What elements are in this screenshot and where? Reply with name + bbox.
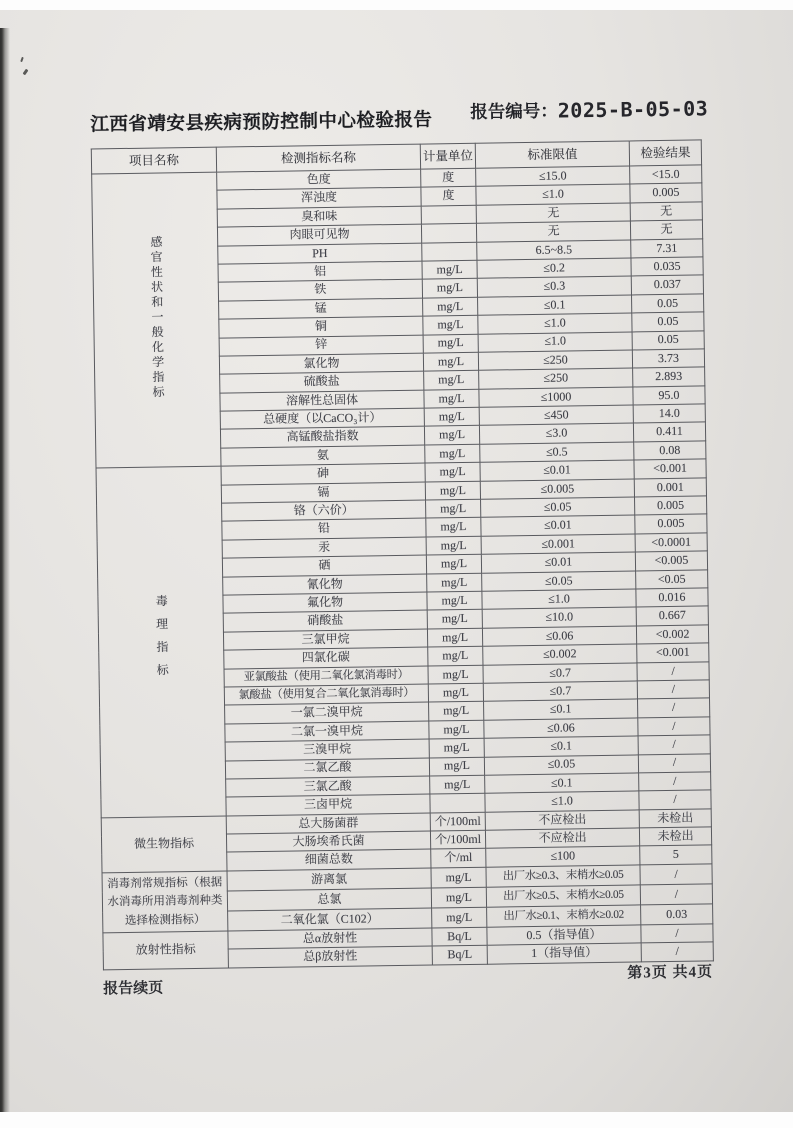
- indicator-cell: 浑浊度: [217, 187, 421, 208]
- indicator-cell: 氰化物: [223, 574, 427, 595]
- header-cell: 检测指标名称: [216, 144, 420, 172]
- limit-cell: 6.5~8.5: [477, 240, 631, 261]
- section-cell: [101, 816, 227, 873]
- limit-cell: ≤0.2: [477, 258, 631, 279]
- indicator-cell: 总α放射性: [228, 928, 432, 949]
- limit-cell: ≤0.06: [482, 626, 636, 647]
- indicator-cell: 肉眼可见物: [217, 224, 421, 245]
- limit-cell: ≤0.05: [482, 571, 636, 592]
- indicator-cell: 铬（六价）: [222, 500, 426, 521]
- unit-cell: mg/L: [424, 371, 479, 390]
- result-cell: 0.05: [632, 330, 704, 349]
- indicator-cell: 总氯: [227, 888, 431, 911]
- result-cell: <0.001: [637, 643, 709, 662]
- unit-cell: mg/L: [429, 702, 484, 721]
- limit-cell: ≤0.3: [477, 276, 631, 297]
- unit-cell: mg/L: [432, 907, 487, 928]
- unit-cell: mg/L: [423, 352, 478, 371]
- unit-cell: mg/L: [430, 775, 485, 794]
- result-cell: 无: [630, 220, 702, 239]
- limit-cell: ≤0.005: [480, 479, 634, 500]
- section-label: 消毒剂常规指标（根据水消毒所用消毒剂种类选择检测指标）: [107, 876, 223, 927]
- limit-cell: 出厂水≥0.3、末梢水≥0.05: [486, 865, 640, 887]
- result-cell: 3.73: [632, 349, 704, 368]
- limit-cell: ≤0.1: [485, 773, 639, 794]
- unit-cell: 个/100ml: [430, 830, 485, 849]
- result-cell: 0.005: [635, 496, 707, 515]
- report-number-label: 报告编号：: [470, 100, 558, 122]
- indicator-cell: 二氯一溴甲烷: [225, 721, 429, 742]
- limit-cell: 出厂水≥0.5、末梢水≥0.05: [486, 885, 640, 907]
- result-cell: 14.0: [633, 404, 705, 423]
- result-cell: <15.0: [630, 165, 702, 184]
- indicator-cell: 铁: [218, 279, 422, 300]
- section-label: 微生物指标: [133, 836, 195, 851]
- result-cell: 0.03: [641, 904, 713, 925]
- limit-cell: ≤100: [486, 846, 640, 867]
- result-cell: 0.001: [634, 478, 706, 497]
- indicator-cell: 铝: [218, 261, 422, 282]
- limit-cell: 无: [476, 221, 630, 242]
- limit-cell: ≤250: [478, 350, 632, 371]
- indicator-cell: 高锰酸盐指数: [220, 427, 424, 448]
- header-cell: 标准限值: [475, 141, 629, 168]
- unit-cell: mg/L: [427, 573, 482, 592]
- result-cell: /: [641, 942, 713, 961]
- indicator-cell: 氯化物: [219, 353, 423, 374]
- result-cell: 0.035: [631, 257, 703, 276]
- result-cell: 无: [630, 202, 702, 221]
- report-number-value: 2025-B-05-03: [557, 96, 709, 123]
- section-label: 毒理指标: [154, 594, 170, 687]
- unit-cell: mg/L: [426, 499, 481, 518]
- indicator-cell: 锌: [219, 335, 423, 356]
- limit-cell: ≤0.01: [481, 552, 635, 573]
- result-cell: 0.016: [636, 588, 708, 607]
- indicator-cell: 氨: [221, 445, 425, 466]
- indicator-cell: 三溴甲烷: [225, 739, 429, 760]
- unit-cell: mg/L: [428, 665, 483, 684]
- limit-cell: 无: [476, 203, 630, 224]
- result-cell: /: [637, 680, 709, 699]
- result-cell: 0.005: [630, 183, 702, 202]
- footer-page-number: 第3页 共4页: [627, 964, 714, 982]
- result-cell: 0.411: [633, 422, 705, 441]
- limit-cell: ≤0.1: [484, 699, 638, 720]
- result-cell: /: [640, 864, 712, 885]
- unit-cell: [430, 793, 485, 812]
- indicator-cell: 铜: [219, 316, 423, 337]
- indicator-cell: 大肠埃希氏菌: [226, 831, 430, 852]
- result-cell: /: [638, 698, 710, 717]
- indicator-cell: 溶解性总固体: [220, 390, 424, 411]
- footer-continued-label: 报告续页: [103, 980, 164, 998]
- limit-cell: ≤1.0: [476, 184, 630, 205]
- report-sheet: [0, 4, 793, 1128]
- limit-cell: ≤0.05: [481, 497, 635, 518]
- unit-cell: 度: [421, 168, 476, 187]
- result-cell: 2.893: [633, 367, 705, 386]
- unit-cell: mg/L: [428, 683, 483, 702]
- indicator-cell: 铅: [222, 518, 426, 539]
- unit-cell: 个/100ml: [430, 812, 485, 831]
- result-cell: /: [641, 924, 713, 943]
- unit-cell: mg/L: [425, 481, 480, 500]
- section-label: 感官性状和一般化学指标: [148, 235, 166, 402]
- unit-cell: mg/L: [425, 444, 480, 463]
- limit-cell: 不应检出: [485, 828, 639, 849]
- unit-cell: [422, 242, 477, 261]
- result-cell: /: [640, 884, 712, 905]
- limit-cell: ≤0.1: [484, 736, 638, 757]
- limit-cell: ≤0.7: [483, 681, 637, 702]
- result-cell: /: [639, 772, 711, 791]
- section-cell: [96, 466, 226, 817]
- indicator-cell: 游离氯: [227, 868, 431, 891]
- report-number: [470, 95, 708, 124]
- result-cell: /: [638, 735, 710, 754]
- result-cell: 7.31: [631, 238, 703, 257]
- limit-cell: ≤250: [479, 368, 633, 389]
- unit-cell: mg/L: [423, 297, 478, 316]
- limit-cell: ≤0.7: [483, 662, 637, 683]
- limit-cell: ≤0.002: [483, 644, 637, 665]
- indicator-cell: 汞: [222, 537, 426, 558]
- header-cell: 计量单位: [420, 143, 475, 169]
- limit-cell: ≤0.06: [484, 718, 638, 739]
- indicator-cell: 氯酸盐（使用复合二氧化氯消毒时）: [224, 684, 428, 705]
- result-cell: 0.037: [631, 275, 703, 294]
- table-body: [92, 165, 714, 970]
- result-cell: 0.05: [632, 312, 704, 331]
- unit-cell: mg/L: [427, 591, 482, 610]
- indicator-cell: 镉: [221, 482, 425, 503]
- result-cell: /: [638, 753, 710, 772]
- indicator-cell: 臭和味: [217, 206, 421, 227]
- limit-cell: ≤0.5: [480, 442, 634, 463]
- unit-cell: mg/L: [431, 867, 486, 888]
- indicator-cell: 二氧化氯（C102）: [228, 908, 432, 931]
- unit-cell: [421, 205, 476, 224]
- result-cell: 0.05: [632, 294, 704, 313]
- result-cell: 5: [640, 845, 712, 864]
- indicator-cell: 三氯乙酸: [226, 776, 430, 797]
- limit-cell: ≤1.0: [482, 589, 636, 610]
- report-title: 江西省靖安县疾病预防控制中心检验报告: [90, 110, 433, 136]
- indicator-cell: 硫酸盐: [220, 371, 424, 392]
- limit-cell: ≤1.0: [478, 331, 632, 352]
- indicator-cell: 四氯化碳: [224, 647, 428, 668]
- unit-cell: Bq/L: [432, 946, 487, 965]
- unit-cell: mg/L: [423, 334, 478, 353]
- result-cell: <0.05: [636, 569, 708, 588]
- indicator-cell: 亚氯酸盐（使用二氧化氯消毒时）: [224, 666, 428, 687]
- scanned-page-photo: [0, 10, 793, 1112]
- section-cell: [103, 931, 229, 970]
- result-cell: /: [639, 790, 711, 809]
- limit-cell: 0.5（指导值）: [487, 925, 641, 946]
- unit-cell: mg/L: [425, 463, 480, 482]
- unit-cell: mg/L: [427, 628, 482, 647]
- result-cell: 0.08: [634, 441, 706, 460]
- section-label: 放射性指标: [135, 942, 196, 958]
- indicator-cell: 三氯甲烷: [223, 629, 427, 650]
- limit-cell: ≤0.05: [484, 754, 638, 775]
- result-cell: <0.0001: [635, 533, 707, 552]
- indicator-cell: 总硬度（以CaCO₃计）: [220, 408, 424, 429]
- indicator-cell: 氟化物: [223, 592, 427, 613]
- limit-cell: ≤1.0: [485, 791, 639, 812]
- unit-cell: 个/ml: [431, 849, 486, 868]
- limit-cell: ≤0.1: [478, 295, 632, 316]
- unit-cell: mg/L: [423, 315, 478, 334]
- limit-cell: ≤0.01: [481, 515, 635, 536]
- limit-cell: ≤450: [479, 405, 633, 426]
- unit-cell: mg/L: [429, 720, 484, 739]
- unit-cell: mg/L: [424, 426, 479, 445]
- limit-cell: ≤10.0: [482, 607, 636, 628]
- indicator-cell: 砷: [221, 463, 425, 484]
- unit-cell: mg/L: [426, 518, 481, 537]
- result-cell: <0.001: [634, 459, 706, 478]
- limit-cell: ≤3.0: [479, 423, 633, 444]
- result-cell: 0.005: [635, 514, 707, 533]
- indicator-cell: 三卤甲烷: [226, 794, 430, 815]
- section-cell: [92, 172, 221, 468]
- unit-cell: mg/L: [428, 646, 483, 665]
- result-cell: <0.002: [636, 625, 708, 644]
- indicator-cell: 总大肠菌群: [226, 813, 430, 834]
- result-cell: 95.0: [633, 386, 705, 405]
- unit-cell: mg/L: [426, 554, 481, 573]
- limit-cell: 不应检出: [485, 810, 639, 831]
- unit-cell: mg/L: [429, 757, 484, 776]
- unit-cell: mg/L: [427, 610, 482, 629]
- limit-cell: ≤15.0: [476, 166, 630, 187]
- indicator-cell: 细菌总数: [227, 849, 431, 870]
- indicator-cell: 硒: [222, 555, 426, 576]
- limit-cell: ≤0.001: [481, 534, 635, 555]
- unit-cell: mg/L: [429, 738, 484, 757]
- limit-cell: 1（指导值）: [487, 943, 641, 964]
- header-cell: 检验结果: [629, 140, 701, 166]
- indicator-cell: PH: [218, 243, 422, 264]
- header-cell: 项目名称: [91, 147, 216, 174]
- result-cell: 未检出: [639, 827, 711, 846]
- section-cell: [102, 871, 228, 933]
- indicator-cell: 二氯乙酸: [225, 758, 429, 779]
- result-cell: <0.005: [635, 551, 707, 570]
- result-cell: 0.667: [636, 606, 708, 625]
- limit-cell: ≤0.01: [480, 460, 634, 481]
- unit-cell: mg/L: [424, 407, 479, 426]
- indicator-cell: 色度: [217, 169, 421, 190]
- unit-cell: Bq/L: [432, 927, 487, 946]
- unit-cell: [421, 223, 476, 242]
- unit-cell: mg/L: [426, 536, 481, 555]
- limit-cell: 出厂水≥0.1、末梢水≥0.02: [487, 905, 641, 927]
- unit-cell: 度: [421, 187, 476, 206]
- indicator-cell: 锰: [219, 298, 423, 319]
- unit-cell: mg/L: [424, 389, 479, 408]
- unit-cell: mg/L: [422, 260, 477, 279]
- limit-cell: ≤1.0: [478, 313, 632, 334]
- unit-cell: mg/L: [422, 279, 477, 298]
- indicator-cell: 总β放射性: [228, 946, 432, 967]
- result-cell: 未检出: [639, 809, 711, 828]
- limit-cell: ≤1000: [479, 387, 633, 408]
- unit-cell: mg/L: [431, 887, 486, 908]
- result-cell: /: [638, 717, 710, 736]
- result-cell: /: [637, 661, 709, 680]
- indicator-cell: 一氯二溴甲烷: [225, 702, 429, 723]
- indicator-cell: 硝酸盐: [223, 610, 427, 631]
- report-table: [91, 139, 714, 970]
